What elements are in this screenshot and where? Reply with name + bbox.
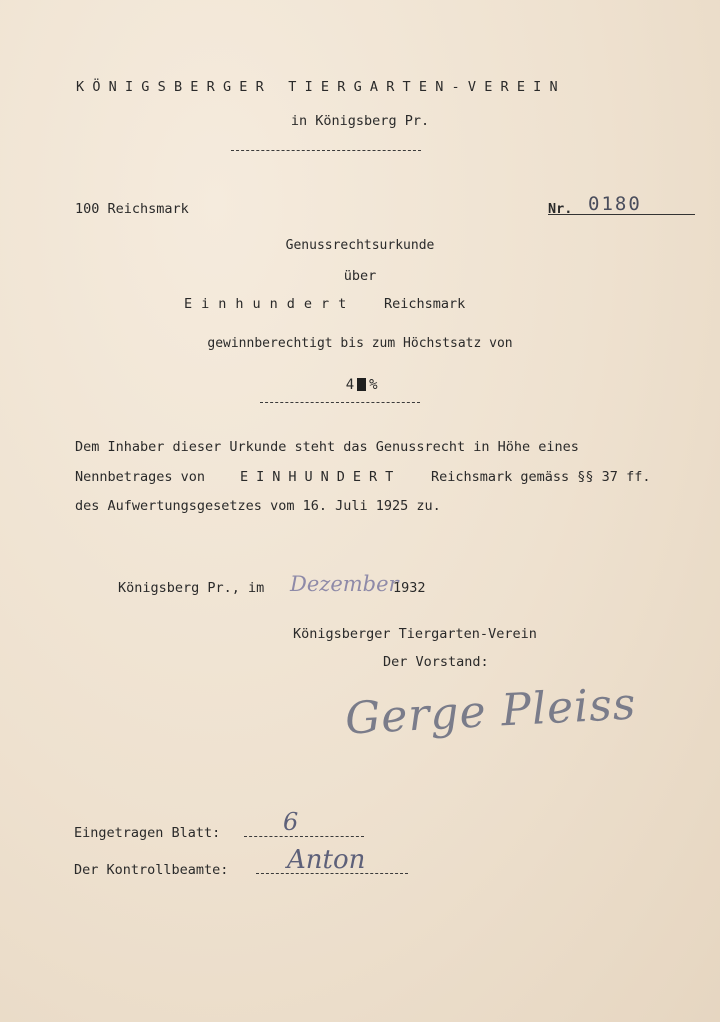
board-signature: Gerge Pleiss: [343, 678, 638, 745]
rate-percent: %: [369, 377, 378, 393]
amount-currency: Reichsmark: [384, 296, 466, 312]
location-line: in Königsberg Pr.: [290, 113, 430, 129]
amount-words: Einhundert: [184, 296, 356, 312]
over-word: über: [343, 268, 377, 284]
entered-label: Eingetragen Blatt:: [74, 825, 221, 841]
handwritten-month: Dezember: [290, 572, 399, 596]
number-label: Nr.: [548, 201, 573, 217]
rate-number: 4: [345, 377, 355, 393]
header-divider: [231, 150, 421, 151]
body-line-2-post: Reichsmark gemäss §§ 37 ff.: [431, 469, 651, 485]
rate-divider: [260, 402, 420, 403]
board-label: Der Vorstand:: [383, 654, 489, 670]
place-prefix: Königsberg Pr., im: [118, 580, 265, 596]
body-line-3: des Aufwertungsgesetzes vom 16. Juli 1925 zu.: [75, 498, 441, 514]
year: 1932: [393, 580, 426, 596]
body-line-2-amount: EINHUNDERT: [240, 469, 402, 485]
association-heading: KÖNIGSBERGER TIERGARTEN-VEREIN: [76, 79, 566, 95]
entered-line: [244, 836, 364, 837]
rate-line: [312, 364, 378, 406]
controller-label: Der Kontrollbeamte:: [74, 862, 229, 878]
entered-value: 6: [283, 808, 299, 836]
certificate-title: Genussrechtsurkunde: [285, 238, 435, 253]
body-line-1: Dem Inhaber dieser Urkunde steht das Genussrecht in Höhe eines: [75, 439, 579, 455]
number-underline: [548, 214, 695, 215]
controller-signature: Anton: [287, 845, 366, 875]
profit-line: gewinnberechtigt bis zum Höchstsatz von: [207, 336, 513, 351]
ink-blot: [357, 378, 366, 391]
body-line-2-pre: Nennbetrages von: [75, 469, 206, 485]
certificate-number: 0180: [588, 193, 642, 215]
signing-association: Königsberger Tiergarten-Verein: [293, 626, 537, 642]
denomination: 100 Reichsmark: [75, 201, 189, 217]
